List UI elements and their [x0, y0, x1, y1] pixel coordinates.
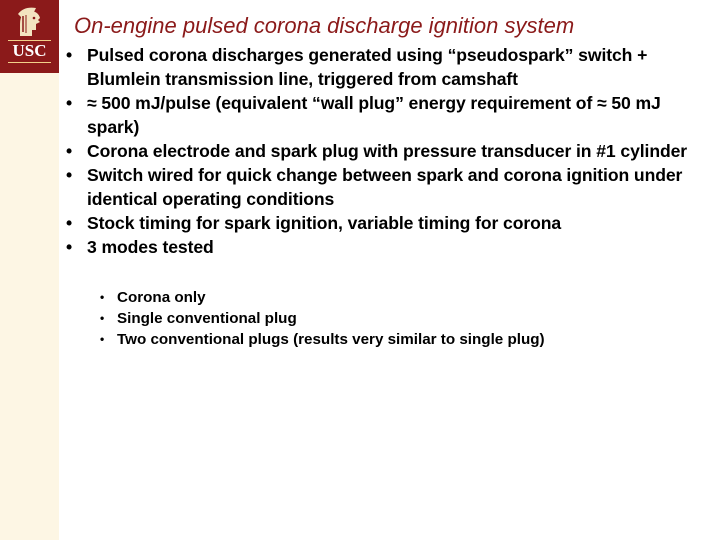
- sub-bullet-item: [100, 287, 700, 308]
- sub-bullet-text: Single conventional plug: [117, 310, 297, 327]
- bullet-dot: •: [66, 213, 73, 233]
- usc-logo: [0, 0, 59, 73]
- bullet-text: Pulsed corona discharges generated using “pseudospark” switch + Blumlein transmission line, triggered from camshaft: [87, 45, 648, 89]
- bullet-item: [64, 235, 714, 259]
- bullet-item: [64, 139, 714, 163]
- sub-bullet-text: Corona only: [117, 289, 206, 306]
- bullet-dot: •: [66, 45, 73, 65]
- bullet-dot: •: [66, 237, 73, 257]
- bullet-list: [64, 43, 714, 259]
- slide-sidebar: [0, 0, 59, 540]
- bullet-item: [64, 211, 714, 235]
- bullet-dot: •: [66, 93, 73, 113]
- logo-rule-bottom: [8, 62, 51, 63]
- bullet-text: Stock timing for spark ignition, variable timing for corona: [87, 213, 562, 233]
- sub-bullet-text: Two conventional plugs (results very similar to single plug): [117, 331, 545, 348]
- sub-bullet-item: [100, 329, 700, 350]
- sub-bullet-dot: •: [100, 332, 105, 346]
- bullet-dot: •: [66, 165, 73, 185]
- sub-bullet-list: [100, 287, 700, 350]
- sub-bullet-item: [100, 308, 700, 329]
- bullet-dot: •: [66, 141, 73, 161]
- bullet-text: ≈ 500 mJ/pulse (equivalent “wall plug” energy requirement of ≈ 50 mJ spark): [87, 93, 661, 137]
- bullet-item: [64, 91, 714, 139]
- slide-title: On-engine pulsed corona discharge ignition system: [74, 13, 575, 38]
- bullet-item: [64, 163, 714, 211]
- bullet-text: Corona electrode and spark plug with pressure transducer in #1 cylinder: [87, 141, 688, 161]
- sub-bullet-dot: •: [100, 311, 105, 325]
- bullet-text: 3 modes tested: [87, 237, 214, 257]
- bullet-text: Switch wired for quick change between spark and corona ignition under identical operating conditions: [87, 165, 683, 209]
- sub-bullet-dot: •: [100, 290, 105, 304]
- bullet-item: [64, 43, 714, 91]
- usc-logo-text: USC: [12, 41, 47, 60]
- trojan-helmet-icon: [14, 6, 44, 40]
